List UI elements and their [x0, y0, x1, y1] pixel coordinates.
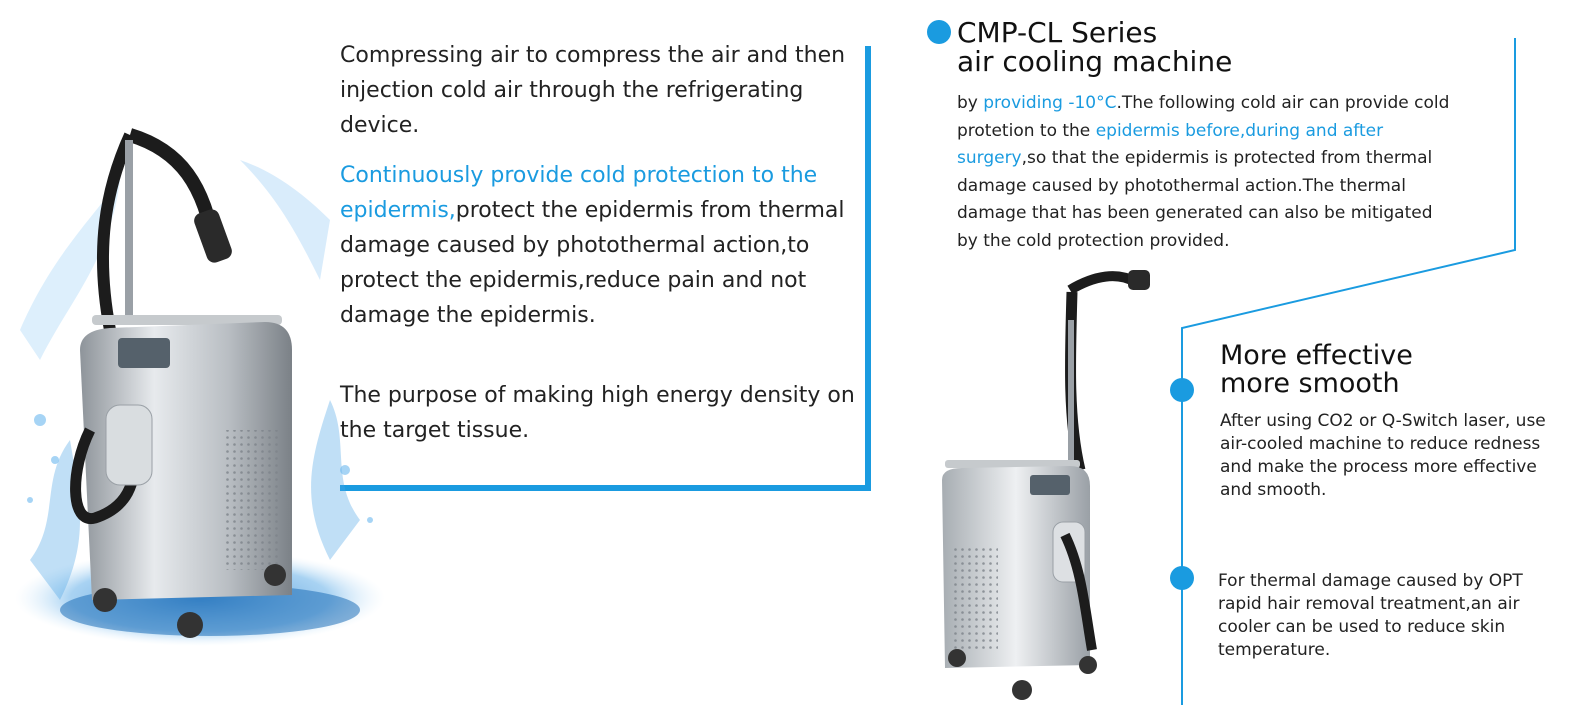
- purpose-paragraph: The purpose of making high energy density on the target tissue.: [340, 383, 855, 443]
- cooling-machine-large: [76, 135, 292, 638]
- series-title-line1: CMP-CL Series: [957, 16, 1158, 49]
- series-title-line2: air cooling machine: [957, 45, 1233, 78]
- desc-part2: .The following cold air can provide cold protetion to the: [957, 93, 1450, 141]
- desc-part1: by: [957, 93, 984, 113]
- feature1-title: [1220, 342, 1413, 398]
- desc-highlight-temperature: providing -10°C: [983, 93, 1117, 113]
- intro-paragraph: Compressing air to compress the air and then injection cold air through the refrigerating device.: [340, 43, 846, 138]
- protection-paragraph: [340, 158, 860, 333]
- feature1-title-line1: More effective: [1220, 340, 1413, 371]
- feature1-description: After using CO2 or Q-Switch laser, use air-cooled machine to reduce redness and make the process more effective and smooth.: [1220, 411, 1546, 500]
- cooling-machine-small: [942, 270, 1150, 700]
- series-bullet-dot: [927, 20, 951, 44]
- series-description: [957, 90, 1457, 255]
- desc-highlight-surgery: epidermis before,during and after surgery: [957, 120, 1384, 168]
- protection-highlight: Continuously provide cold protection to the epidermis,: [340, 163, 818, 223]
- series-title: [957, 18, 1232, 76]
- feature1-bullet-dot: [1170, 378, 1194, 402]
- desc-part3: ,so that the epidermis is protected from thermal damage caused by photothermal action.The thermal damage that has been generated can also be mitigated by the cold protection provided.: [957, 148, 1433, 251]
- feature2-bullet-dot: [1170, 566, 1194, 590]
- feature1-title-line2: more smooth: [1220, 368, 1400, 399]
- feature2-description: For thermal damage caused by OPT rapid hair removal treatment,an air cooler can be used to reduce skin temperature.: [1218, 571, 1523, 660]
- protection-rest: protect the epidermis from thermal damage caused by photothermal action,to protect the epidermis,reduce pain and not damage the epidermis.: [340, 198, 845, 328]
